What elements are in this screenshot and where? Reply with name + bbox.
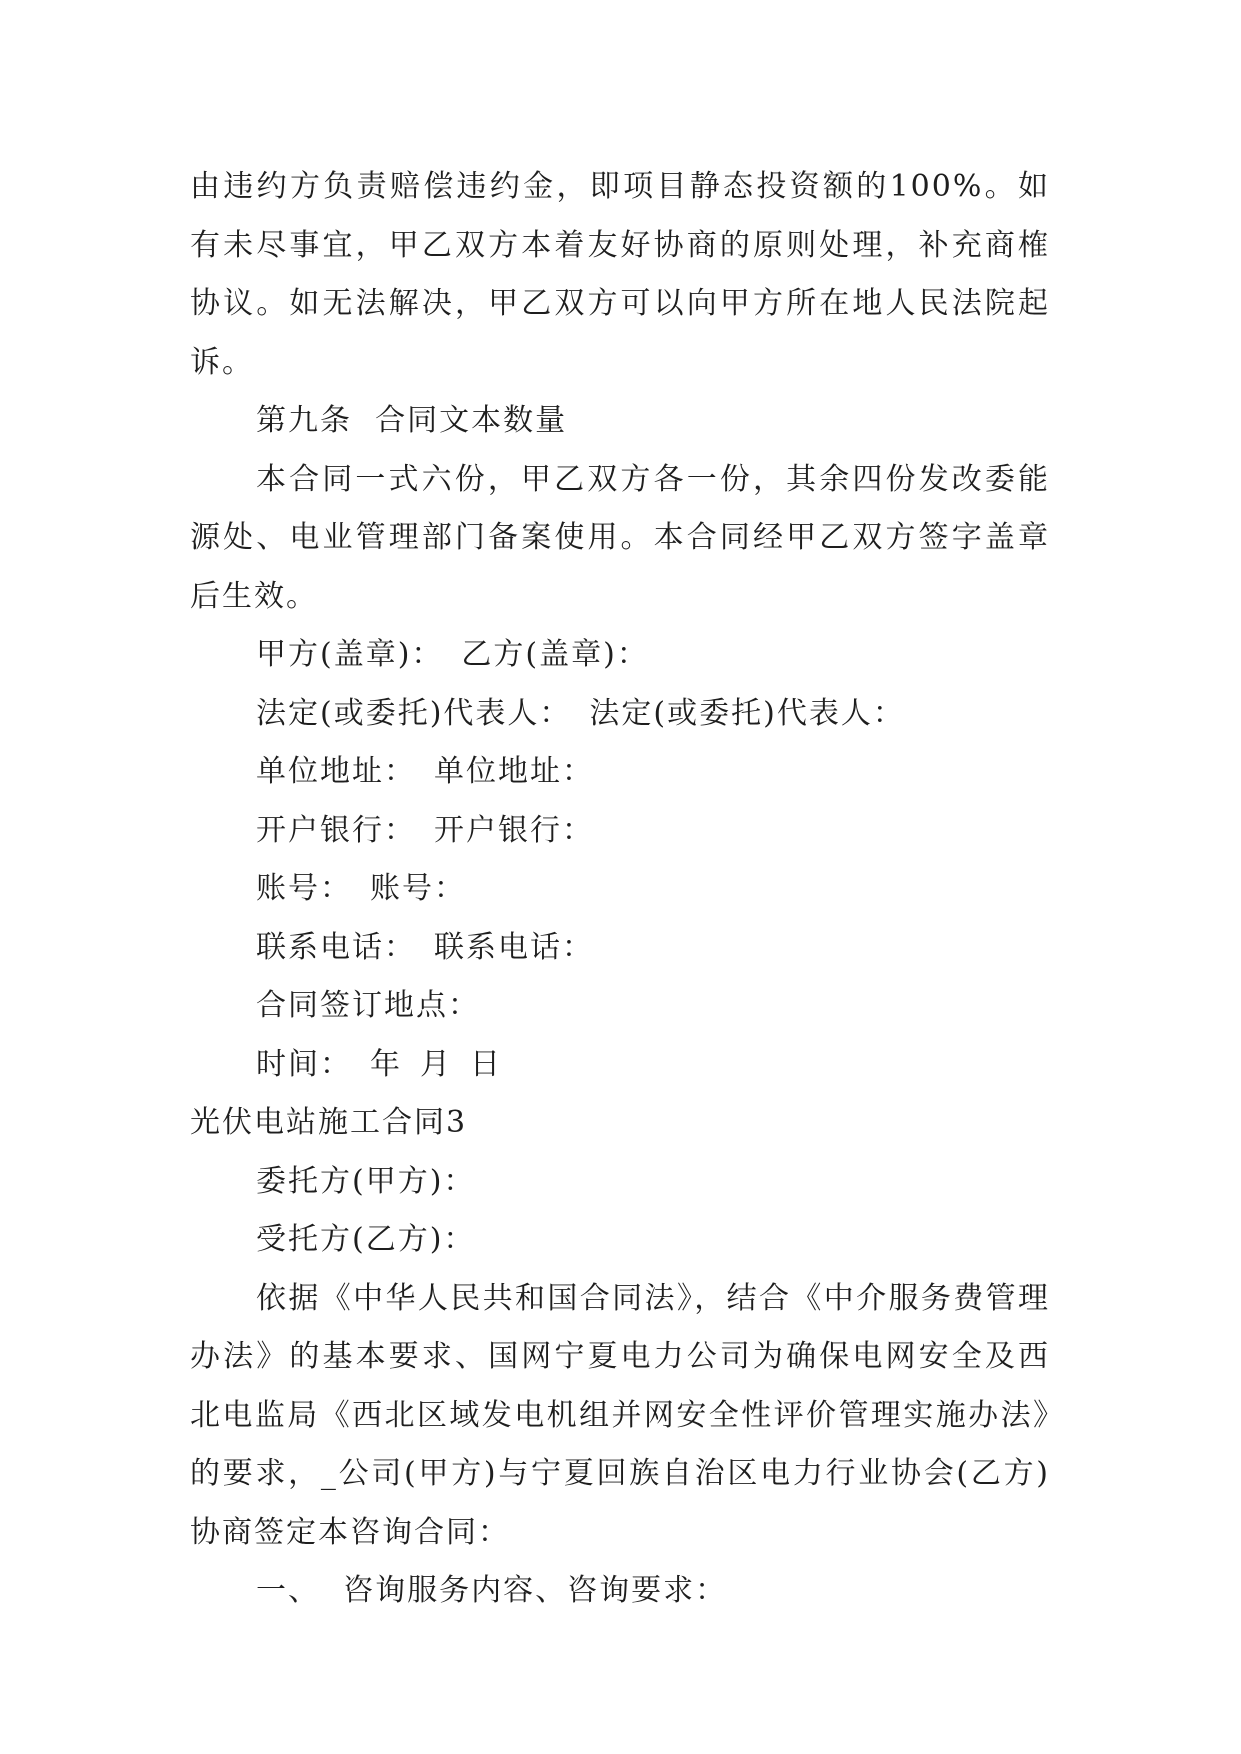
penalty-paragraph: 由违约方负责赔偿违约金，即项目静态投资额的100%。如有未尽事宜，甲乙双方本着友好协商的原则处理，补充商榷协议。如无法解决，甲乙双方可以向甲方所在地人民法院起诉。 bbox=[190, 169, 1050, 380]
article-9-body: 本合同一式六份，甲乙双方各一份，其余四份发改委能源处、电业管理部门备案使用。本合同经甲乙双方签字盖章后生效。 bbox=[190, 461, 1050, 614]
party-b-representative-label: 法定(或委托)代表人： bbox=[589, 695, 905, 731]
representative-line bbox=[190, 685, 1050, 744]
party-a-address-label: 单位地址： bbox=[256, 754, 416, 789]
date-month: 月 bbox=[420, 1046, 452, 1082]
party-a-seal-label: 甲方(盖章)： bbox=[256, 637, 444, 672]
trustee-party-line bbox=[190, 1211, 1050, 1270]
date-year: 年 bbox=[370, 1046, 402, 1082]
section-1-heading: 一、 咨询服务内容、咨询要求： bbox=[256, 1573, 728, 1608]
party-a-phone-label: 联系电话： bbox=[256, 929, 416, 965]
party-a-bank-label: 开户银行： bbox=[256, 812, 416, 848]
signing-place-line bbox=[190, 977, 1050, 1036]
party-b-bank-label: 开户银行： bbox=[434, 812, 594, 848]
bank-line bbox=[190, 802, 1050, 861]
date-label: 时间： bbox=[256, 1046, 352, 1082]
client-party-line bbox=[190, 1153, 1050, 1212]
signing-date-line bbox=[190, 1036, 1050, 1095]
party-b-address-label: 单位地址： bbox=[434, 754, 594, 789]
date-day: 日 bbox=[470, 1046, 502, 1082]
party-b-phone-label: 联系电话： bbox=[434, 929, 594, 965]
address-line bbox=[190, 743, 1050, 802]
document-body bbox=[190, 158, 1050, 1621]
phone-line bbox=[190, 919, 1050, 978]
party-a-representative-label: 法定(或委托)代表人： bbox=[256, 695, 572, 731]
signing-place-label: 合同签订地点： bbox=[256, 988, 480, 1023]
account-line bbox=[190, 860, 1050, 919]
party-b-account-label: 账号： bbox=[370, 871, 466, 906]
party-b-seal-label: 乙方(盖章)： bbox=[461, 637, 649, 672]
seal-line bbox=[190, 626, 1050, 685]
party-a-account-label: 账号： bbox=[256, 871, 352, 906]
contract-3-title: 光伏电站施工合同3 bbox=[190, 1105, 468, 1140]
article-9-title: 第九条 合同文本数量 bbox=[256, 403, 568, 438]
client-party-label: 委托方(甲方)： bbox=[256, 1163, 476, 1199]
trustee-party-label: 受托方(乙方)： bbox=[256, 1222, 476, 1257]
basis-paragraph: 依据《中华人民共和国合同法》，结合《中介服务费管理办法》的基本要求、国网宁夏电力公司为确保电网安全及西北电监局《西北区域发电机组并网安全性评价管理实施办法》的要求，_公司(甲方)与宁夏回族自治区电力行业协会(乙方)协商签定本咨询合同： bbox=[190, 1280, 1050, 1550]
